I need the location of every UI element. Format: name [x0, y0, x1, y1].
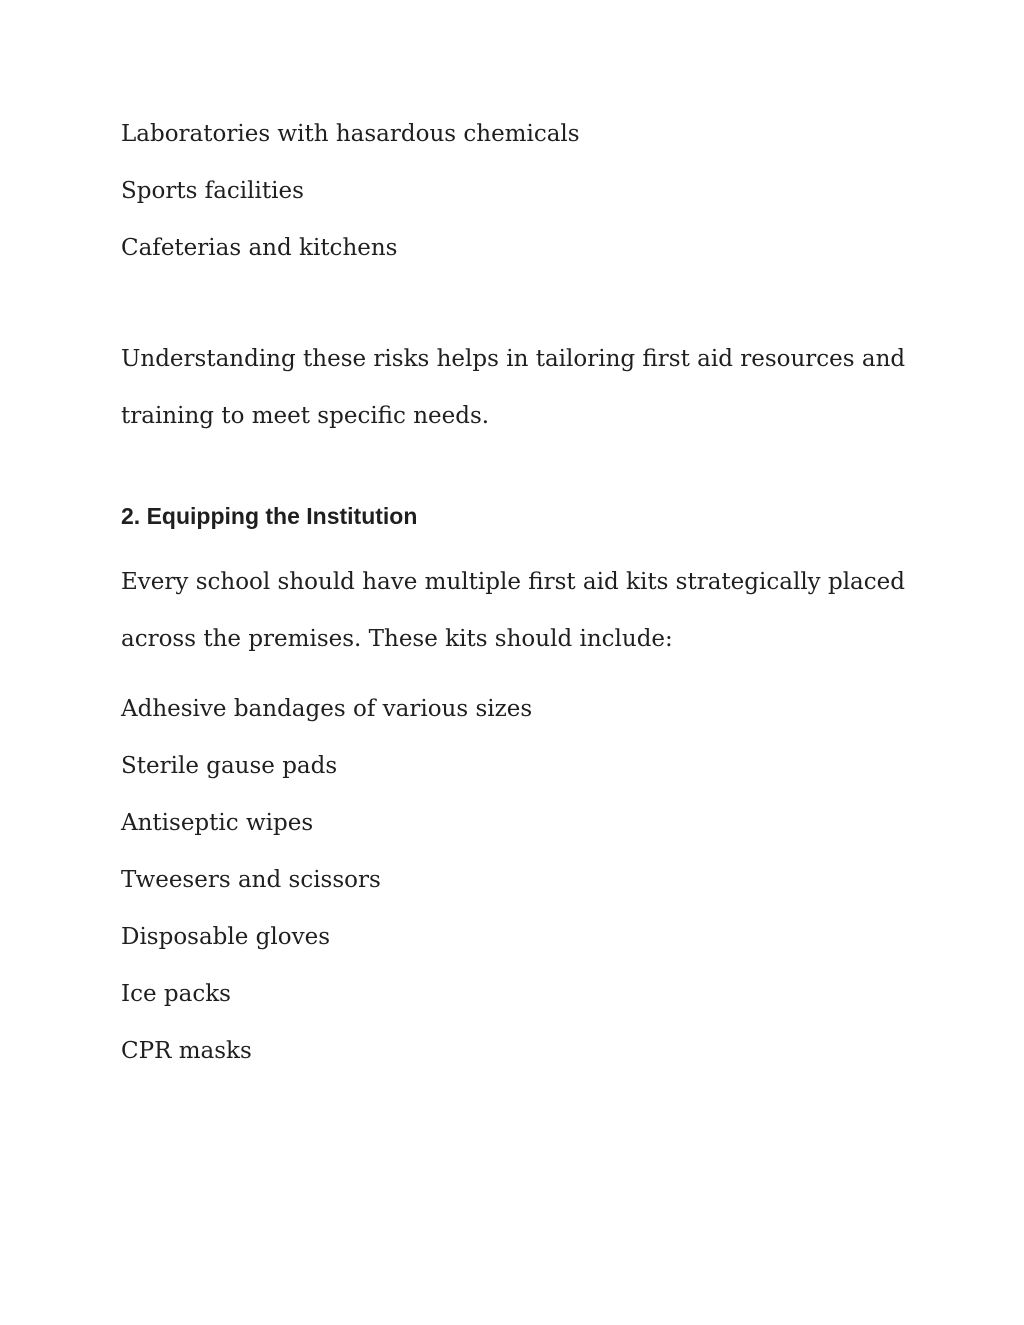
kit-list-item: Ice packs — [121, 981, 231, 1007]
kit-list-item: Antiseptic wipes — [121, 810, 314, 836]
risk-list-item: Cafeterias and kitchens — [121, 235, 398, 261]
risk-paragraph-line: Understanding these risks helps in tailoring first aid resources and — [121, 346, 906, 372]
kit-list-item: Disposable gloves — [121, 924, 331, 950]
section-heading: 2. Equipping the Institution — [121, 503, 418, 529]
kit-list-item: CPR masks — [121, 1038, 252, 1064]
kit-paragraph-line: across the premises. These kits should include: — [121, 626, 673, 652]
kit-list-item: Sterile gause pads — [121, 753, 338, 779]
kit-list-item: Adhesive bandages of various sizes — [121, 696, 533, 722]
risk-list-item: Sports facilities — [121, 178, 304, 204]
risk-list-item: Laboratories with hasardous chemicals — [121, 121, 580, 147]
kit-list-item: Tweesers and scissors — [121, 867, 381, 893]
risk-paragraph-line: training to meet specific needs. — [121, 403, 490, 429]
kit-paragraph-line: Every school should have multiple first aid kits strategically placed — [121, 569, 905, 595]
